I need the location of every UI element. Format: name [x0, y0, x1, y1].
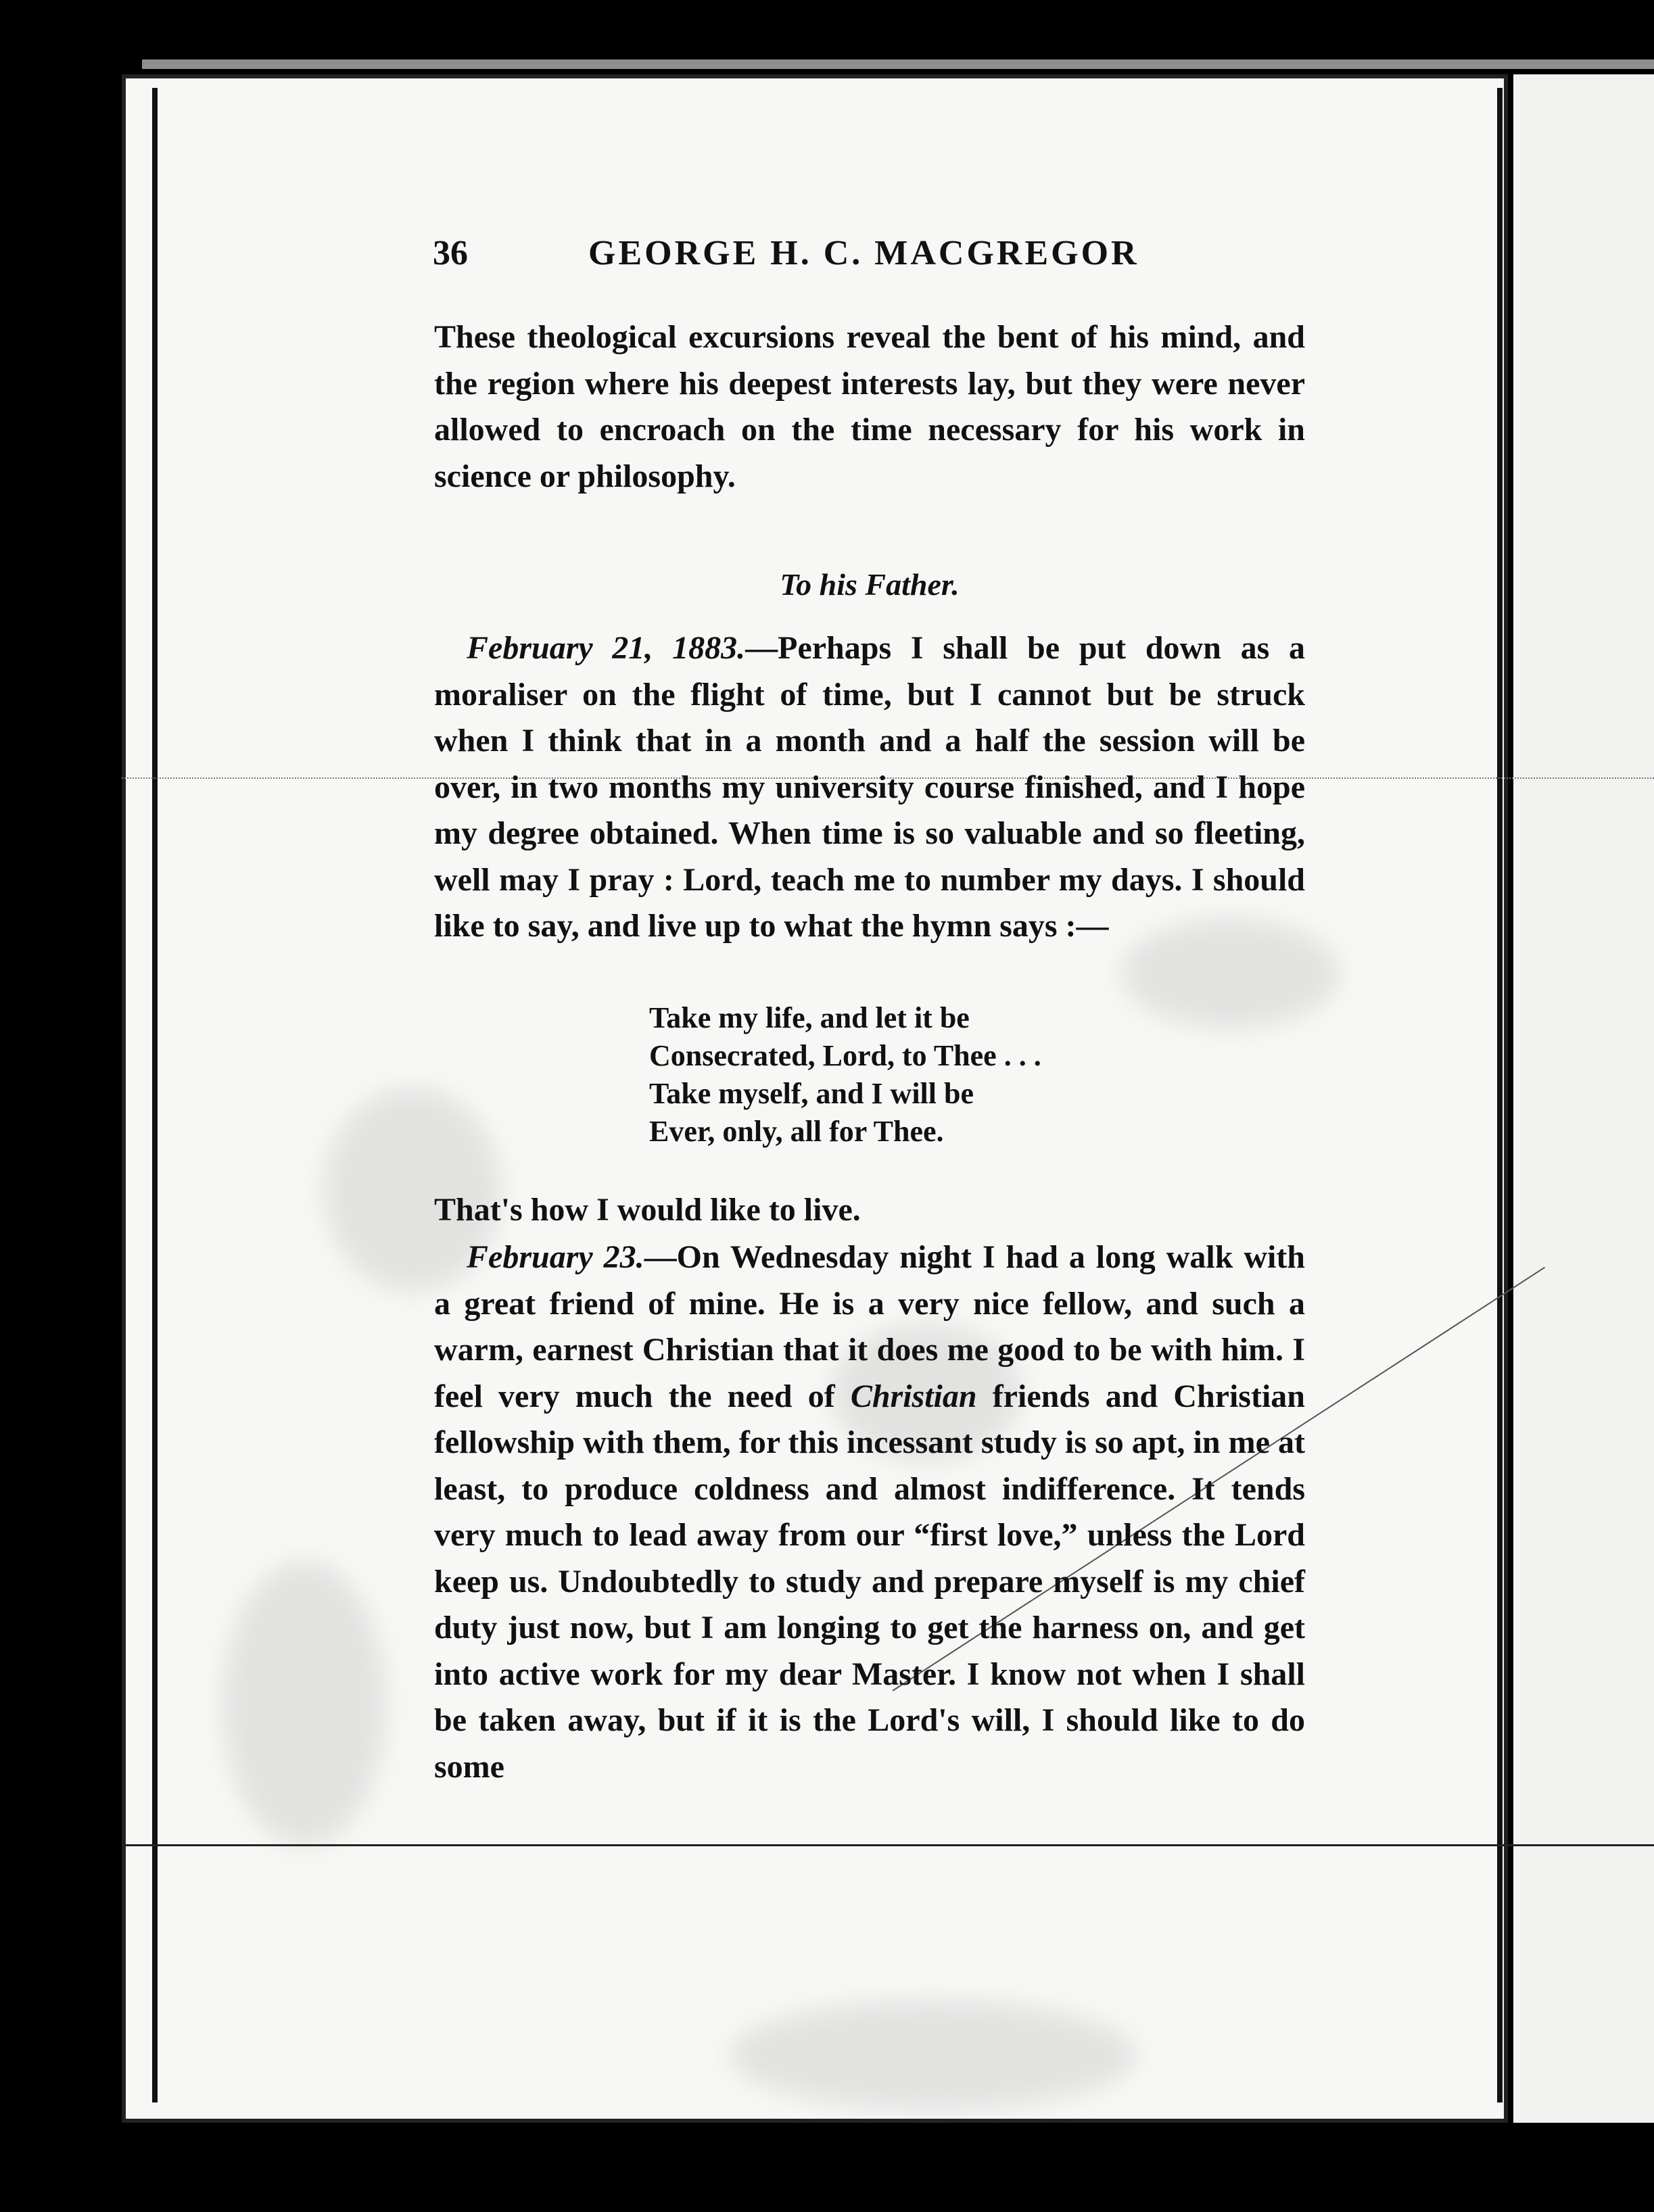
entry-text: —On Wednesday night I had a long walk with a great friend of mine. He is a very nice fellow, and such a warm, earnest Christian that it does me good to be with him. I feel very much the need of	[434, 1239, 1306, 1414]
entry-date: February 21, 1883.	[467, 630, 746, 666]
hymn-quote	[649, 999, 1136, 1151]
letter-heading: To his Father.	[780, 567, 960, 602]
hymn-line: Ever, only, all for Thee.	[649, 1115, 944, 1148]
scan-bottom-border	[0, 2123, 1654, 2212]
scan-horizontal-line	[122, 1844, 1654, 1846]
running-title: GEORGE H. C. MACGREGOR	[588, 234, 1139, 272]
scan-edge-top	[142, 59, 1654, 69]
entry-date: February 23.	[467, 1239, 644, 1275]
entry-text-continued: friends and Christian fellowship with them, for this incessant study is so apt, in me at least, to produce coldness and almost indifference. It tends very much to lead away from our “first love,” unless the Lord keep us. Undoubtedly to study and prepare myself is my chief duty just now, but I am longing to get the harness on, and get into active work for my dear Master. I know not when I shall be taken away, but if it is the Lord's will, I should like to do some	[434, 1378, 1305, 1785]
running-header	[433, 233, 1177, 281]
hymn-line: Consecrated, Lord, to Thee . . .	[649, 1039, 1041, 1072]
page-gutter-line	[1497, 88, 1503, 2102]
adjacent-page-margin	[1513, 74, 1654, 2123]
closing-line: That's how I would like to live.	[434, 1192, 861, 1228]
intro-paragraph: These theological excursions reveal the bent of his mind, and the region where his deepest interests lay, but they were never allowed to encroach on the time necessary for his work in science or philosophy.	[434, 319, 1305, 494]
page-left-border	[152, 88, 158, 2102]
diary-entry-feb-23	[434, 1234, 1305, 1790]
emphasis-word: Christian	[850, 1378, 977, 1414]
hymn-line: Take myself, and I will be	[649, 1077, 974, 1110]
page-number: 36	[433, 234, 468, 272]
diary-entry-feb-21	[434, 625, 1305, 950]
entry-text: —Perhaps I shall be put down as a moraliser on the flight of time, but I cannot but be struck when I think that in a month and a half the session will be over, in two months my university course finished, and I hope my degree obtained. When time is so valuable and so fleeting, well may I pray : Lord, teach me to number my days. I should like to say, and live up to what the hymn says :—	[434, 630, 1305, 944]
hymn-line: Take my life, and let it be	[649, 1001, 970, 1034]
